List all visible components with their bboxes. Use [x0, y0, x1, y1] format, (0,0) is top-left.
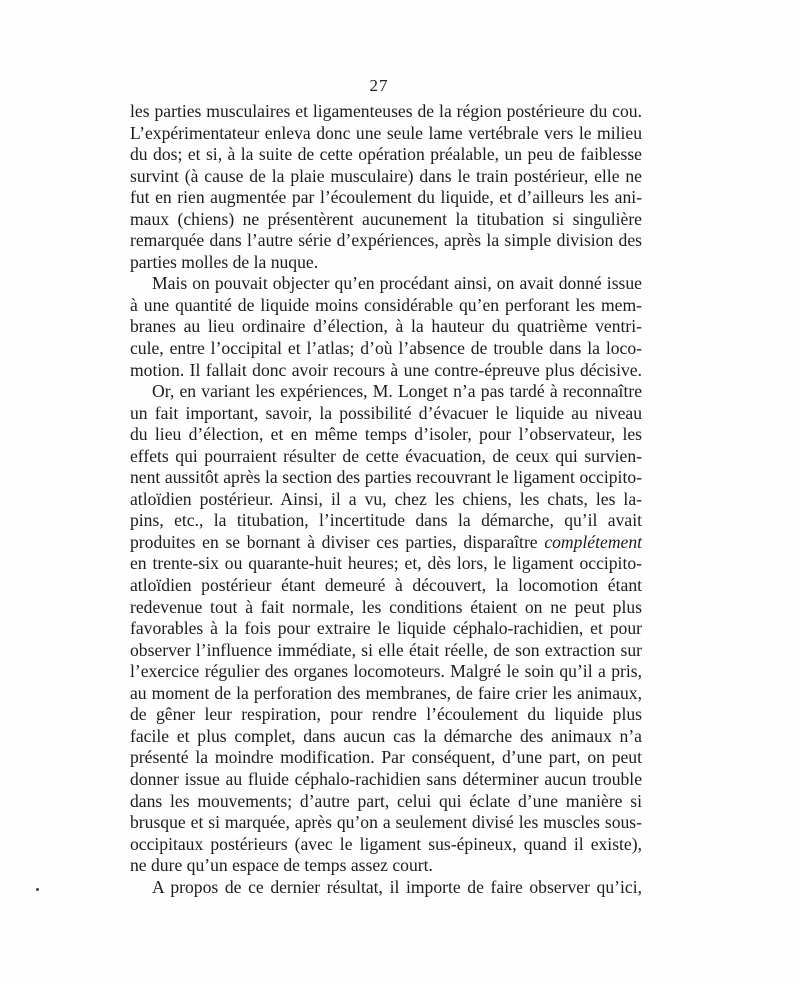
- text-line: cule, entre l’occipital et l’atlas; d’où l’absence de trouble dans la loco-: [130, 338, 642, 359]
- text-line: remarquée dans l’autre série d’expériences, après la simple division des: [130, 230, 642, 251]
- text-line: du dos; et si, à la suite de cette opération préalable, un peu de faiblesse: [130, 144, 642, 165]
- text-line: redevenue tout à fait normale, les conditions étaient on ne peut plus: [130, 596, 642, 617]
- body-text: [130, 101, 642, 898]
- text-line: occipitaux postérieurs (avec le ligament sus-épineux, quand il existe),: [130, 833, 642, 854]
- text-line: du lieu d’élection, et en même temps d’isoler, pour l’observateur, les: [130, 424, 642, 445]
- text-line: survint (à cause de la plaie musculaire) dans le train postérieur, elle ne: [130, 165, 642, 186]
- page-number: 27: [369, 76, 389, 95]
- text-line: donner issue au fluide céphalo-rachidien sans déterminer aucun trouble: [130, 768, 642, 789]
- text-line: présenté la moindre modification. Par conséquent, d’une part, on peut: [130, 747, 642, 768]
- text-line: favorables à la fois pour extraire le liquide céphalo-rachidien, et pour: [130, 618, 642, 639]
- text-line: brusque et si marquée, après qu’on a seulement divisé les muscles sous-: [130, 812, 642, 833]
- paragraph-first-line: Mais on pouvait objecter qu’en procédant ainsi, on avait donné issue: [152, 273, 642, 294]
- text-line: motion. Il fallait donc avoir recours à une contre-épreuve plus décisive.: [130, 359, 642, 380]
- text-line: un fait important, savoir, la possibilité d’évacuer le liquide au niveau: [130, 402, 642, 423]
- text-line: fut en rien augmentée par l’écoulement du liquide, et d’ailleurs les ani-: [130, 187, 642, 208]
- text-line: observer l’influence immédiate, si elle était réelle, de son extraction sur: [130, 639, 642, 660]
- text-line: pins, etc., la titubation, l’incertitude dans la démarche, qu’il avait: [130, 510, 642, 531]
- text-line: facile et plus complet, dans aucun cas la démarche des animaux n’a: [130, 725, 642, 746]
- text-line: [130, 532, 642, 554]
- text-line: L’expérimentateur enleva donc une seule lame vertébrale vers le milieu: [130, 122, 642, 143]
- text-line: les parties musculaires et ligamenteuses de la région postérieure du cou.: [130, 101, 642, 121]
- text-line: nent aussitôt après la section des parties recouvrant le ligament occipito-: [130, 467, 642, 488]
- text-line: au moment de la perforation des membranes, de faire crier les animaux,: [130, 682, 642, 703]
- text-line: ne dure qu’un espace de temps assez court.: [130, 855, 433, 876]
- paragraph-first-line: Or, en variant les expériences, M. Longet n’a pas tardé à reconnaître: [152, 381, 642, 402]
- text-line: atloïdien postérieur. Ainsi, il a vu, chez les chiens, les chats, les la-: [130, 488, 642, 509]
- text-line: de gêner leur respiration, pour rendre l’écoulement du liquide plus: [130, 704, 642, 725]
- text-line: branes au lieu ordinaire d’élection, à la hauteur du quatrième ventri-: [130, 316, 642, 337]
- italic-word: complétement: [544, 531, 643, 552]
- text-line: dans les mouvements; d’autre part, celui qui éclate d’une manière si: [130, 790, 642, 811]
- text-line: maux (chiens) ne présentèrent aucunement la titubation si singulière: [130, 208, 642, 229]
- line-text: produites en se bornant à diviser ces parties, disparaître: [130, 531, 538, 552]
- scan-speck: [36, 888, 39, 891]
- text-line: à une quantité de liquide moins considérable qu’en perforant les mem-: [130, 294, 642, 315]
- paragraph-first-line: A propos de ce dernier résultat, il importe de faire observer qu’ici,: [152, 876, 642, 897]
- text-line: effets qui pourraient résulter de cette évacuation, de ceux qui survien-: [130, 445, 642, 466]
- text-line: parties molles de la nuque.: [130, 251, 319, 272]
- text-line: atloïdien postérieur étant demeuré à découvert, la locomotion étant: [130, 575, 642, 596]
- text-line: en trente-six ou quarante-huit heures; et, dès lors, le ligament occipito-: [130, 553, 642, 574]
- text-line: l’exercice régulier des organes locomoteurs. Malgré le soin qu’il a pris,: [130, 661, 642, 682]
